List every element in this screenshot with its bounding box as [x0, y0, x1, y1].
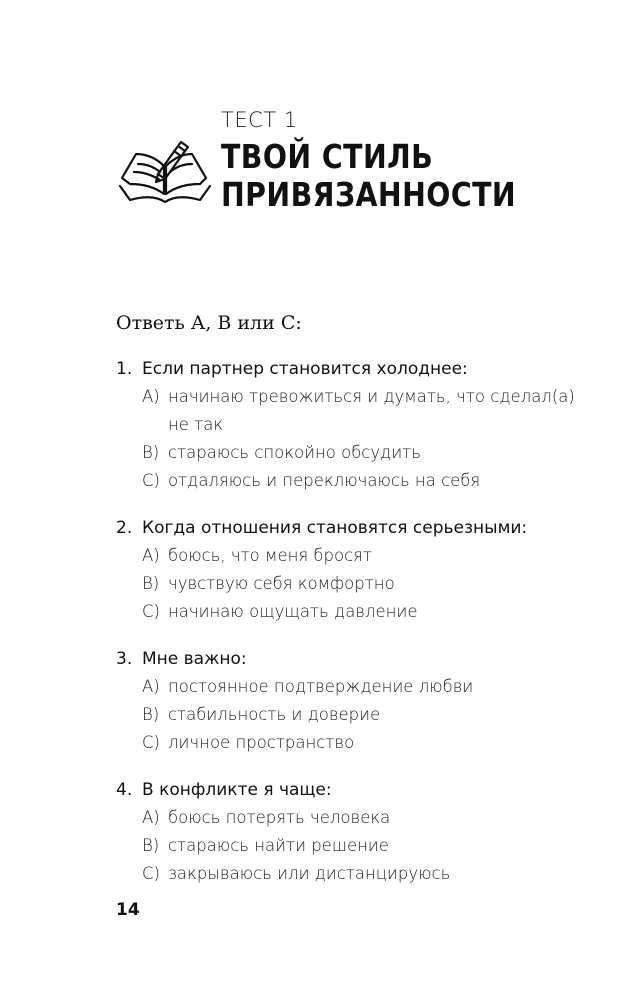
option-text: начинаю ощущать давление — [168, 602, 418, 621]
page-title — [221, 138, 516, 214]
question-heading — [116, 355, 576, 383]
book-pencil-icon — [118, 138, 212, 204]
answer-option — [142, 673, 576, 701]
option-letter: А) — [142, 808, 160, 827]
question-4 — [116, 776, 576, 888]
option-letter: С) — [142, 602, 160, 621]
option-letter: С) — [142, 471, 160, 490]
answer-option — [142, 804, 576, 832]
question-2 — [116, 514, 576, 626]
answer-option — [142, 570, 576, 598]
answer-option — [142, 598, 576, 626]
title-line-1: ТВОЙ СТИЛЬ — [221, 137, 434, 176]
option-letter: В) — [142, 443, 160, 462]
answer-option — [142, 832, 576, 860]
option-text: постоянное подтверждение любви — [168, 677, 474, 696]
question-3 — [116, 645, 576, 757]
option-letter: В) — [142, 574, 160, 593]
answer-option — [142, 729, 576, 757]
option-letter: А) — [142, 546, 160, 565]
option-letter: С) — [142, 864, 160, 883]
question-number: 2. — [116, 518, 133, 538]
question-text: Когда отношения становятся серьезными: — [142, 518, 528, 538]
question-heading — [116, 776, 576, 804]
answer-option — [142, 701, 576, 729]
option-text: личное пространство — [168, 733, 355, 752]
option-text: боюсь потерять человека — [168, 808, 391, 827]
option-letter: А) — [142, 387, 160, 406]
option-text: закрываюсь или дистанцируюсь — [168, 864, 451, 883]
question-heading — [116, 514, 576, 542]
option-letter: В) — [142, 836, 160, 855]
question-text: Мне важно: — [142, 649, 247, 669]
option-text: стабильность и доверие — [168, 705, 381, 724]
question-heading — [116, 645, 576, 673]
answer-option — [142, 439, 576, 467]
title-line-2: ПРИВЯЗАННОСТИ — [221, 175, 517, 214]
option-text: начинаю тревожиться и думать, что сделал(а) не так — [168, 387, 575, 434]
question-text: Если партнер становится холоднее: — [142, 359, 468, 379]
option-text: отдаляюсь и переключаюсь на себя — [168, 471, 481, 490]
question-number: 4. — [116, 780, 133, 800]
test-label: ТЕСТ 1 — [221, 108, 298, 132]
page-number: 14 — [116, 900, 140, 920]
option-text: боюсь, что меня бросят — [168, 546, 372, 565]
option-letter: С) — [142, 733, 160, 752]
instructions: Ответь А, В или С: — [116, 312, 302, 334]
answer-option — [142, 383, 576, 439]
option-text: стараюсь найти решение — [168, 836, 389, 855]
question-text: В конфликте я чаще: — [142, 780, 332, 800]
option-text: чувствую себя комфортно — [168, 574, 395, 593]
option-letter: А) — [142, 677, 160, 696]
answer-option — [142, 860, 576, 888]
question-1 — [116, 355, 576, 495]
question-number: 1. — [116, 359, 133, 379]
option-letter: В) — [142, 705, 160, 724]
option-text: стараюсь спокойно обсудить — [168, 443, 421, 462]
answer-option — [142, 467, 576, 495]
question-list — [116, 355, 576, 907]
answer-option — [142, 542, 576, 570]
question-number: 3. — [116, 649, 133, 669]
